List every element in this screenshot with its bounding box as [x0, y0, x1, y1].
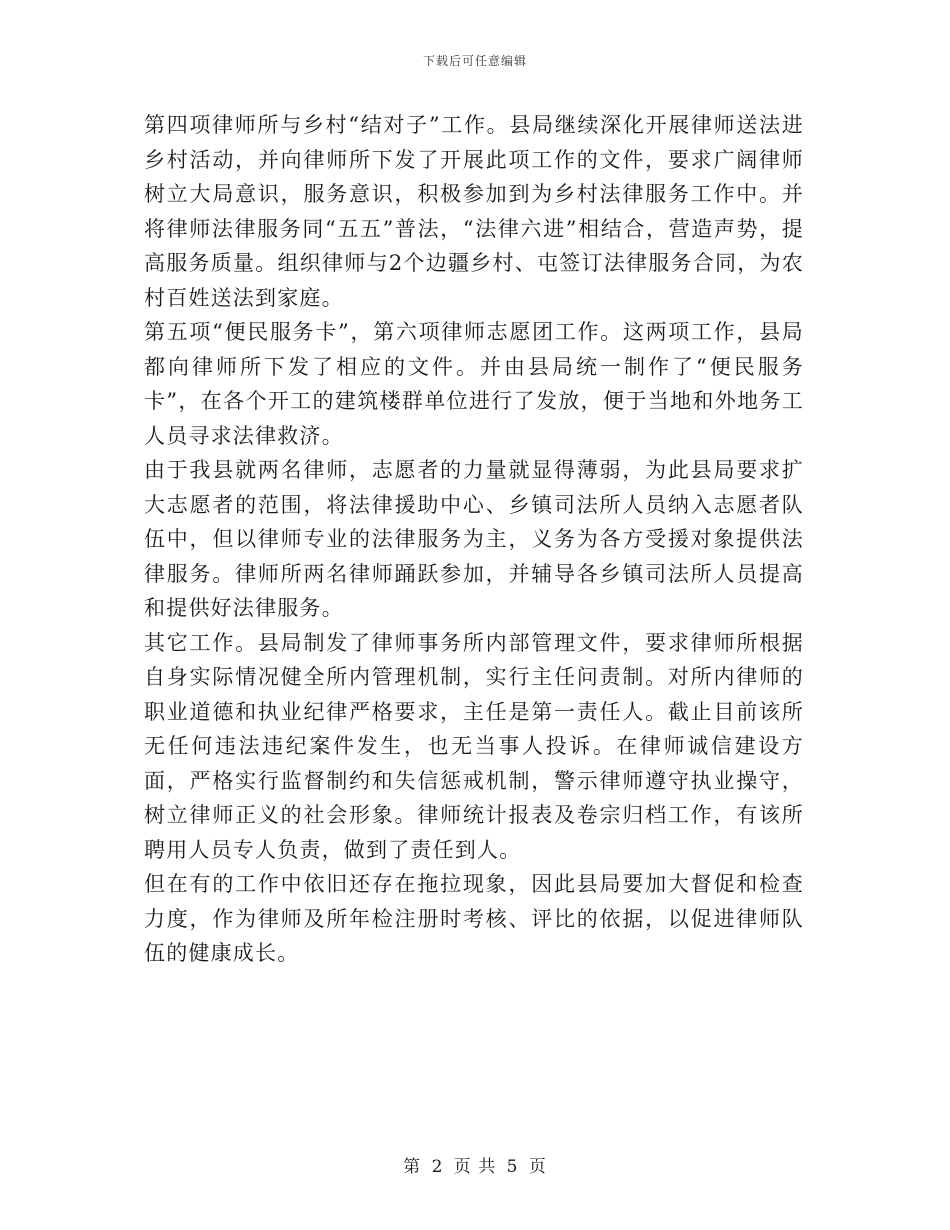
page-label-middle: 页 共 [453, 1157, 497, 1177]
document-body [144, 108, 804, 971]
page-label-prefix: 第 [403, 1157, 422, 1177]
page-header [0, 52, 950, 69]
page-footer [0, 1152, 950, 1177]
total-pages-number: 5 [506, 1157, 519, 1177]
header-text: 下载后可任意编辑 [422, 54, 527, 68]
paragraph-shortcomings: 但在有的工作中依旧还存在拖拉现象，因此县局要加大督促和检查力度，作为律师及所年检注册时考核、评比的依据，以促进律师队伍的健康成长。 [144, 872, 804, 965]
paragraph-other-work: 其它工作。县局制发了律师事务所内部管理文件，要求律师所根据自身实际情况健全所内管理机制，实行主任问责制。对所内律师的职业道德和执业纪律严格要求，主任是第一责任人。截止目前该所无任何违法违纪案件发生，也无当事人投诉。在律师诚信建设方面，严格实行监督制约和失信惩戒机制，警示律师遵守执业操守，树立律师正义的社会形象。律师统计报表及卷宗归档工作，有该所聘用人员专人负责，做到了责任到人。 [144, 630, 804, 862]
paragraph-lawyer-village-pairing: 第四项律师所与乡村“结对子”工作。县局继续深化开展律师送法进乡村活动，并向律师所下发了开展此项工作的文件，要求广阔律师树立大局意识，服务意识，积极参加到为乡村法律服务工作中。并将律师法律服务同“五五”普法，“法律六进”相结合，营造声势，提高服务质量。组织律师与2个边疆乡村、屯签订法律服务合同，为农村百姓送法到家庭。 [144, 113, 804, 310]
current-page-number: 2 [431, 1157, 444, 1177]
page-label-suffix: 页 [528, 1157, 547, 1177]
paragraph-volunteers: 由于我县就两名律师，志愿者的力量就显得薄弱，为此县局要求扩大志愿者的范围，将法律援助中心、乡镇司法所人员纳入志愿者队伍中，但以律师专业的法律服务为主，义务为各方受援对象提供法律服务。律师所两名律师踊跃参加，并辅导各乡镇司法所人员提高和提供好法律服务。 [144, 458, 804, 620]
paragraph-service-card: 第五项“便民服务卡”，第六项律师志愿团工作。这两项工作，县局都向律师所下发了相应的文件。并由县局统一制作了“便民服务卡”，在各个开工的建筑楼群单位进行了发放，便于当地和外地务工人员寻求法律救济。 [144, 320, 804, 448]
